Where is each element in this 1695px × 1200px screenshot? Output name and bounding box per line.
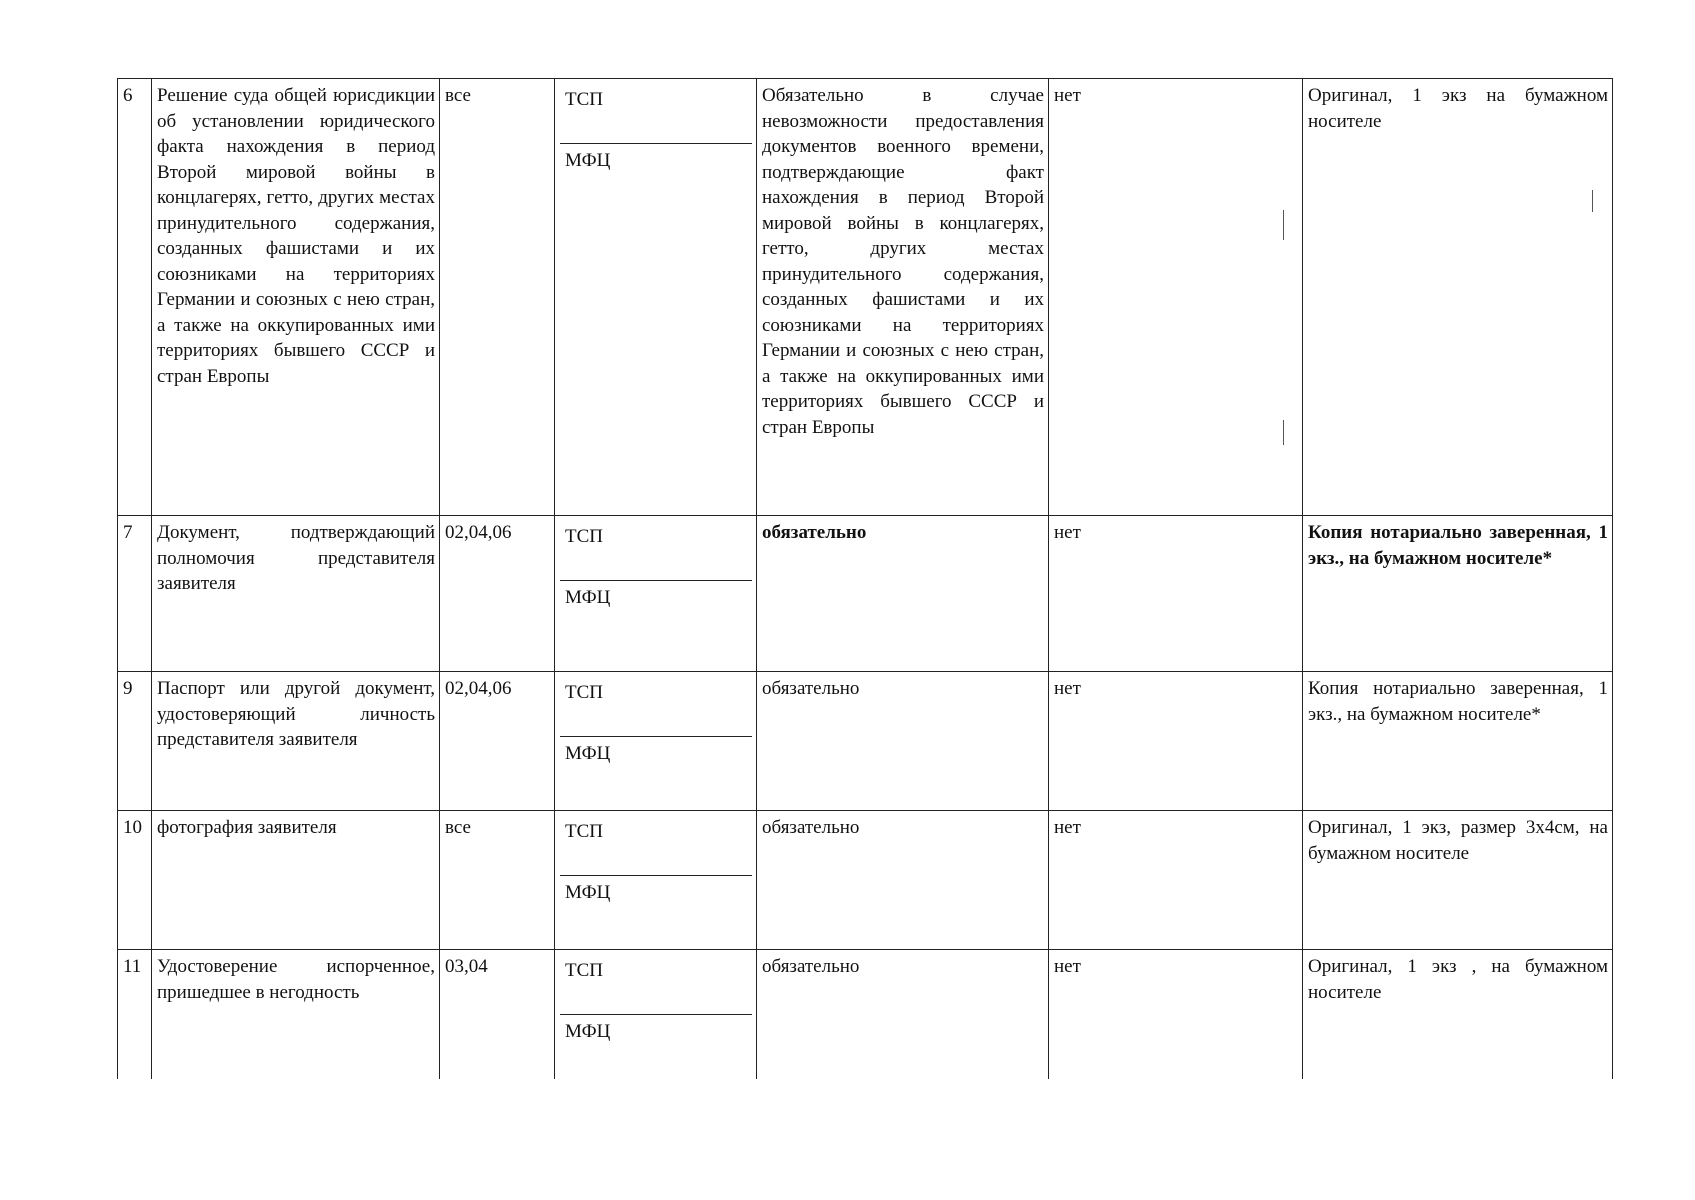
place-mfc: МФЦ <box>560 736 752 797</box>
applicant-code: все <box>440 811 555 950</box>
document-name: Удостоверение испорченное, пришедшее в негодность <box>152 950 440 1080</box>
place-tsp: ТСП <box>565 526 603 547</box>
row-number: 7 <box>118 516 152 672</box>
table-row <box>118 516 1613 672</box>
exception-value: нет <box>1049 811 1303 950</box>
table-row <box>118 79 1613 516</box>
table-row <box>118 950 1613 1080</box>
exception-value: нет <box>1049 950 1303 1080</box>
row-number: 6 <box>118 79 152 516</box>
document-form: Оригинал, 1 экз на бумажном носителе <box>1303 79 1613 516</box>
scan-artifact-line <box>1592 190 1593 212</box>
exception-value: нет <box>1049 79 1303 516</box>
document-name: Документ, подтверждающий полномочия представителя заявителя <box>152 516 440 672</box>
document-name: Паспорт или другой документ, удостоверяющий личность представителя заявителя <box>152 672 440 811</box>
document-name: фотография заявителя <box>152 811 440 950</box>
documents-table <box>117 78 1613 1079</box>
requirement-condition: обязательно <box>757 950 1049 1080</box>
place-tsp: ТСП <box>565 821 603 842</box>
submission-place <box>555 79 757 516</box>
scan-artifact-line <box>1283 210 1284 240</box>
submission-place <box>555 516 757 672</box>
table-row <box>118 811 1613 950</box>
table-row <box>118 672 1613 811</box>
document-form: Копия нотариально заверенная, 1 экз., на бумажном носителе* <box>1303 516 1613 672</box>
document-form: Копия нотариально заверенная, 1 экз., на бумажном носителе* <box>1303 672 1613 811</box>
submission-place <box>555 950 757 1080</box>
place-mfc: МФЦ <box>560 143 752 204</box>
exception-value: нет <box>1049 516 1303 672</box>
place-mfc: МФЦ <box>560 875 752 936</box>
row-number: 10 <box>118 811 152 950</box>
place-tsp: ТСП <box>565 960 603 981</box>
row-number: 11 <box>118 950 152 1080</box>
document-form: Оригинал, 1 экз , на бумажном носителе <box>1303 950 1613 1080</box>
place-tsp: ТСП <box>565 682 603 703</box>
document-name: Решение суда общей юрисдикции об установлении юридического факта нахождения в период Второй мировой войны в концлагерях, гетто, других местах принудительного содержания, созданных фашистами и их союзниками на территориях Германии и союзных с нею стран, а также на оккупированных ими территориях бывшего СССР и стран Европы <box>152 79 440 516</box>
place-mfc: МФЦ <box>560 1014 752 1075</box>
submission-place <box>555 672 757 811</box>
applicant-code: все <box>440 79 555 516</box>
requirement-condition: обязательно <box>757 672 1049 811</box>
requirement-condition: обязательно <box>757 516 1049 672</box>
place-mfc: МФЦ <box>560 580 752 641</box>
scan-artifact-line <box>1283 420 1284 445</box>
row-number: 9 <box>118 672 152 811</box>
place-tsp: ТСП <box>565 89 603 110</box>
document-form: Оригинал, 1 экз, размер 3х4см, на бумажном носителе <box>1303 811 1613 950</box>
exception-value: нет <box>1049 672 1303 811</box>
submission-place <box>555 811 757 950</box>
requirement-condition: Обязательно в случае невозможности предоставления документов военного времени, подтверждающие факт нахождения в период Второй мировой войны в концлагерях, гетто, других местах принудительного содержания, созданных фашистами и их союзниками на территориях Германии и союзных с нею стран, а также на оккупированных ими территориях бывшего СССР и стран Европы <box>757 79 1049 516</box>
applicant-code: 03,04 <box>440 950 555 1080</box>
applicant-code: 02,04,06 <box>440 672 555 811</box>
applicant-code: 02,04,06 <box>440 516 555 672</box>
requirement-condition: обязательно <box>757 811 1049 950</box>
